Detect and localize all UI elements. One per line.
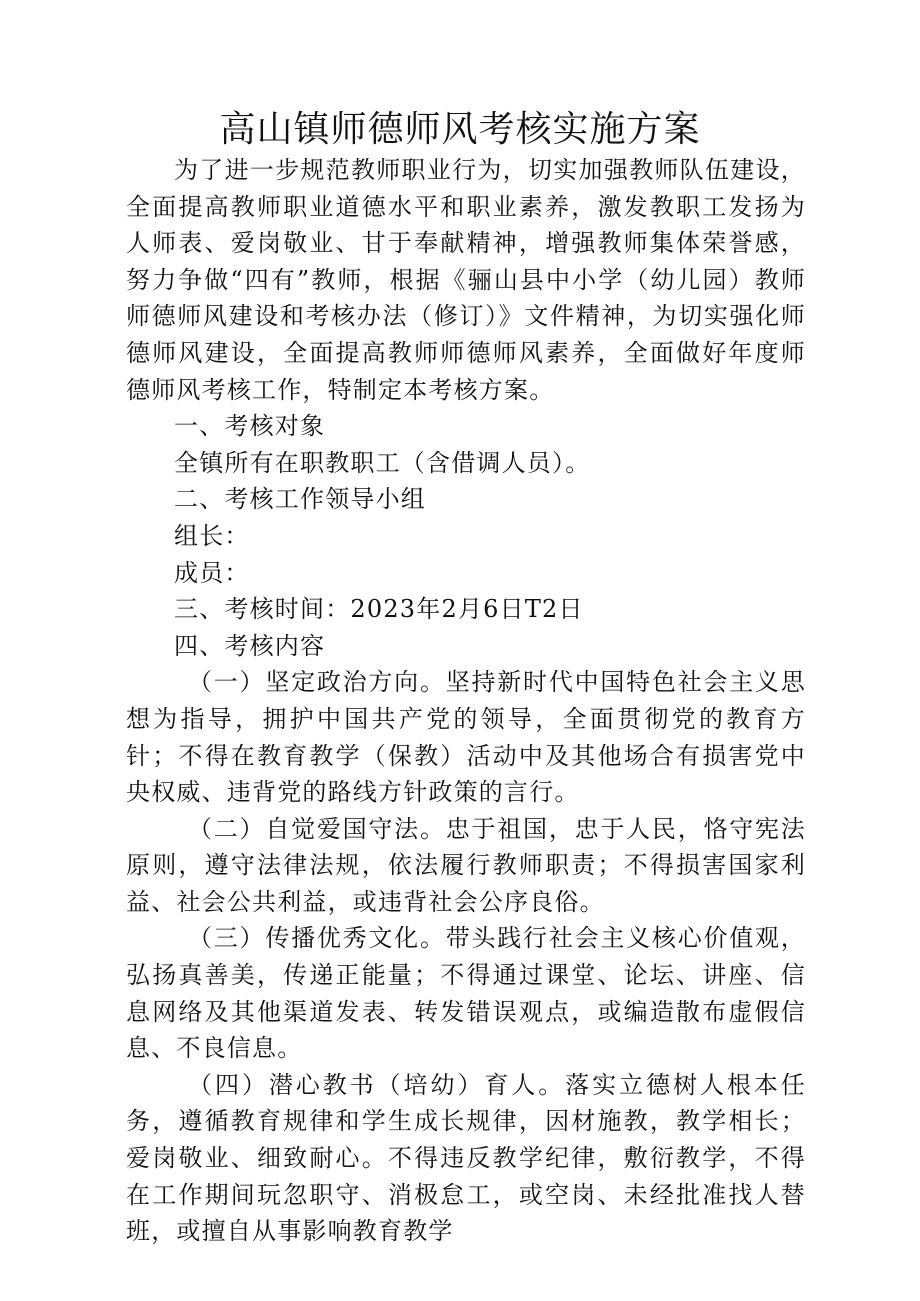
members-label: 成员：	[174, 558, 250, 587]
section-4-heading: 四、考核内容	[174, 631, 326, 660]
section-1-text: 全镇所有在职教职工（含借调人员）。	[174, 448, 591, 477]
section-3-heading: 三、考核时间：2023年2月6日T2日	[174, 595, 584, 624]
content-item-1: （一）坚定政治方向。坚持新时代中国特色社会主义思想为指导，拥护中国共产党的领导，全面贯彻党的教育方针；不得在教育教学（保教）活动中及其他场合有损害党中央权威、违背党的路线方针政策的言行。	[126, 668, 806, 807]
document-title: 高山镇师德师风考核实施方案	[219, 109, 701, 150]
content-item-4: （四）潜心教书（培幼）育人。落实立德树人根本任务，遵循教育规律和学生成长规律，因材施教，教学相长；爱岗敬业、细致耐心。不得违反教学纪律，敷衍教学，不得在工作期间玩忽职守、消极怠工，或空岗、未经批准找人替班，或擅自从事影响教育教学	[126, 1070, 806, 1246]
section-1-heading: 一、考核对象	[174, 412, 326, 441]
content-item-3: （三）传播优秀文化。带头践行社会主义核心价值观，弘扬真善美，传递正能量；不得通过课堂、论坛、讲座、信息网络及其他渠道发表、转发错误观点，或编造散布虚假信息、不良信息。	[126, 924, 806, 1063]
document-body	[126, 152, 806, 1250]
content-item-2: （二）自觉爱国守法。忠于祖国，忠于人民，恪守宪法原则，遵守法律法规，依法履行教师职责；不得损害国家利益、社会公共利益，或违背社会公序良俗。	[126, 814, 806, 916]
leader-label: 组长：	[174, 521, 250, 550]
intro-paragraph: 为了进一步规范教师职业行为，切实加强教师队伍建设，全面提高教师职业道德水平和职业素养，激发教职工发扬为人师表、爱岗敬业、甘于奉献精神，增强教师集体荣誉感，努力争做“四有”教师，根据《骊山县中小学（幼儿园）教师师德师风建设和考核办法（修订）》文件精神，为切实强化师德师风建设，全面提高教师师德师风素养，全面做好年度师德师风考核工作，特制定本考核方案。	[126, 156, 806, 404]
section-2-heading: 二、考核工作领导小组	[174, 485, 426, 514]
